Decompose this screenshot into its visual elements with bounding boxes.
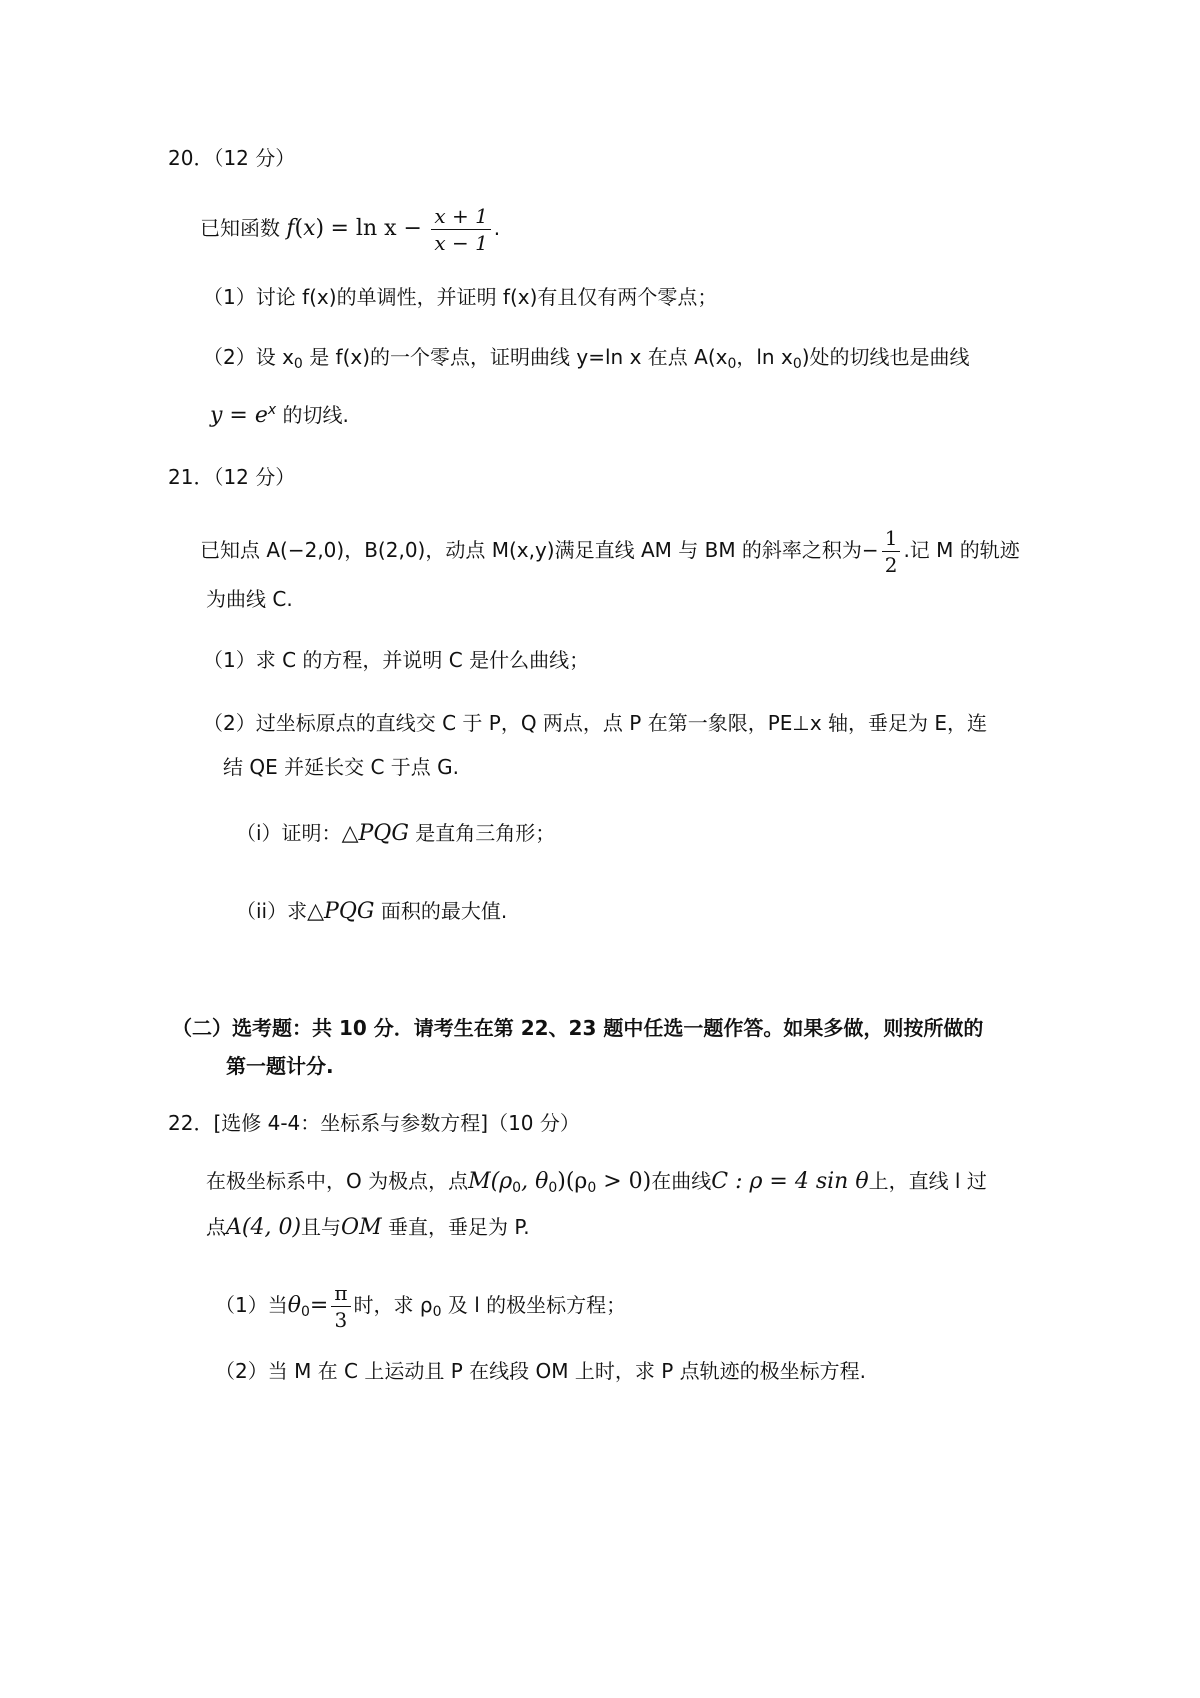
subscript: 0 [293, 356, 303, 372]
q21-stem-cont: 为曲线 C. [206, 587, 293, 611]
q21-stem [200, 520, 1020, 580]
question-number: 21． [168, 465, 214, 489]
subscript: 0 [548, 1180, 558, 1196]
q20-part2 [203, 342, 970, 379]
part-text: ，ln x [736, 345, 793, 369]
question-number: 20． [168, 146, 214, 170]
stem-text: 垂直，垂足为 P. [381, 1215, 530, 1239]
curve-equation: C : ρ = 4 sin θ [711, 1169, 869, 1194]
subscript: 0 [512, 1180, 522, 1196]
q20-header [168, 143, 295, 173]
fraction-numerator: x + 1 [431, 203, 490, 230]
part-text: 是 f(x)的一个零点，证明曲线 y=ln x 在点 A(x [302, 345, 728, 369]
part-text: 的切线. [276, 403, 349, 427]
sub-part-text: 是直角三角形； [408, 821, 556, 845]
function-eq: = ln x − [330, 216, 422, 241]
subscript: 0 [432, 1304, 442, 1320]
stem-text: 且与 [301, 1215, 342, 1239]
q20-part1: （1）讨论 f(x)的单调性，并证明 f(x)有且仅有两个零点； [203, 285, 718, 309]
math-expression: )(ρ [557, 1169, 588, 1194]
section2-header: （二）选考题：共 10 分．请考生在第 22、23 题中任选一题作答。如果多做，则按所做的 [172, 1016, 984, 1040]
q21-part2-cont: 结 QE 并延长交 C 于点 G. [223, 755, 459, 779]
stem-text: 已知点 A(−2,0)，B(2,0)，动点 M(x,y)满足直线 AM 与 BM 的斜率之积为− [200, 538, 879, 562]
q22-part1 [215, 1275, 626, 1342]
subscript: 0 [300, 1304, 310, 1320]
slope-fraction [882, 525, 901, 578]
math-expression: > 0) [596, 1169, 652, 1194]
stem-end: . [493, 216, 501, 240]
math-expression: y = e [210, 403, 268, 428]
point-label: A(4, 0) [226, 1215, 302, 1240]
fraction-denominator: 2 [884, 553, 898, 577]
segment-label: OM [341, 1215, 382, 1240]
q21-part1: （1）求 C 的方程，并说明 C 是什么曲线； [203, 648, 590, 672]
math-expression: , θ [521, 1169, 549, 1194]
function-name: f [286, 216, 295, 241]
stem-text: 在曲线 [651, 1169, 712, 1193]
part-text: （2）设 x [203, 345, 294, 369]
math-expression: M(ρ [468, 1169, 513, 1194]
superscript: x [267, 402, 277, 418]
question-title: [选修 4-4：坐标系与参数方程]（10 分） [213, 1111, 580, 1135]
q21-part2: （2）过坐标原点的直线交 C 于 P，Q 两点，点 P 在第一象限，PE⊥x 轴，垂足为 E，连 [203, 711, 988, 735]
fraction-numerator: π [331, 1280, 350, 1307]
question-points: （12 分） [213, 465, 296, 489]
part-text: 时，求 ρ [353, 1293, 433, 1317]
section2-header-cont: 第一题计分. [226, 1054, 334, 1078]
q22-part2: （2）当 M 在 C 上运动且 P 在线段 OM 上时，求 P 点轨迹的极坐标方程. [215, 1359, 866, 1383]
q22-header [168, 1108, 580, 1138]
fraction-numerator: 1 [882, 525, 901, 552]
part-text: )处的切线也是曲线 [801, 345, 970, 369]
subscript: 0 [792, 356, 802, 372]
part-text: （1）当 [215, 1293, 288, 1317]
stem-text: 已知函数 [200, 216, 280, 240]
stem-text: 在极坐标系中，O 为极点，点 [206, 1169, 469, 1193]
q21-header [168, 462, 295, 492]
q22-stem-cont [206, 1212, 530, 1243]
sub-part-text: （i）证明： [236, 821, 342, 845]
function-var: x [303, 216, 316, 241]
fraction-denominator: 3 [334, 1308, 348, 1332]
q20-stem: 已知函数 f(x) = ln x − $\frac{x + 1}{x - 1}$ . [200, 204, 501, 255]
math-expression: = [309, 1293, 329, 1318]
triangle-label: △PQG [307, 899, 375, 924]
sub-part-text: 面积的最大值. [374, 899, 508, 923]
question-points: （12 分） [213, 146, 296, 170]
subscript: 0 [587, 1180, 597, 1196]
fraction-denominator: x − 1 [434, 231, 488, 255]
subscript: 0 [727, 356, 737, 372]
function-fraction [431, 203, 490, 256]
q22-stem [206, 1166, 987, 1203]
q21-sub-ii [236, 896, 507, 927]
part-text: 及 l 的极坐标方程； [441, 1293, 627, 1317]
q21-sub-i [236, 818, 555, 849]
question-number: 22． [168, 1111, 214, 1135]
q20-part2-cont [210, 395, 349, 431]
sub-part-text: （ii）求 [236, 899, 308, 923]
stem-text: 上，直线 l 过 [868, 1169, 987, 1193]
stem-text: .记 M 的轨迹 [903, 538, 1020, 562]
angle-fraction [331, 1280, 350, 1333]
math-expression: θ [287, 1293, 301, 1318]
triangle-label: △PQG [341, 821, 409, 846]
stem-text: 点 [206, 1215, 226, 1239]
